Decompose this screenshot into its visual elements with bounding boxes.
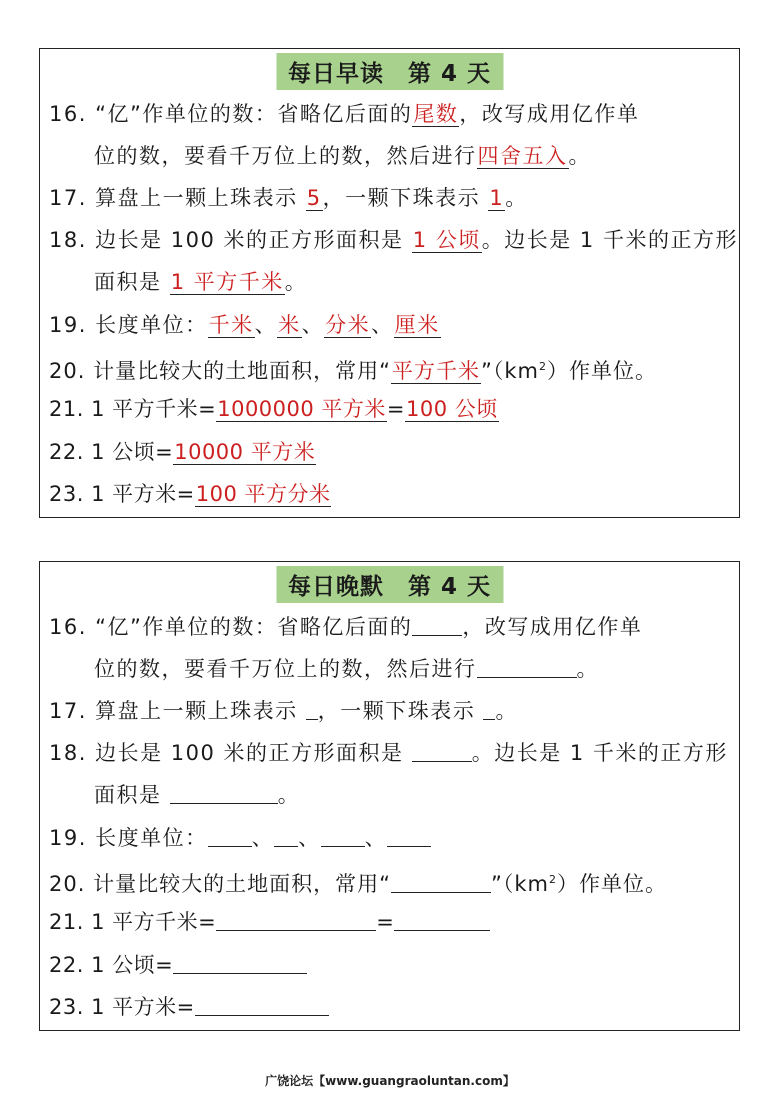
text: 16. “亿”作单位的数：省略亿后面的 [49,102,413,126]
answer-19a: 千米 [208,313,254,337]
answer-19b: 米 [278,313,301,337]
item-16-line-2 [94,141,591,171]
answer-18b: 1 平方千米 [170,270,284,294]
blank-17a[interactable] [306,697,318,720]
text: 19. 长度单位： [49,826,208,850]
answer-21a: 1000000 平方米 [217,397,386,421]
text: ”（km [480,359,539,383]
item-18-line-2 [94,267,307,297]
answer-19d: 厘米 [394,313,440,337]
answer-22: 10000 平方米 [174,440,316,464]
evening-dictation-box [39,561,740,1031]
text: 17. 算盘上一颗上珠表示 [49,186,298,210]
text: ）作单位。 [546,359,657,383]
text: 22. 1 公顷= [49,953,174,977]
blank-22[interactable] [173,951,307,974]
text: 17. 算盘上一颗上珠表示 [49,699,298,723]
blank-19d[interactable] [387,824,431,847]
blank-19c[interactable] [321,824,365,847]
item-21 [49,394,499,424]
text: 。 [576,657,599,681]
answer-17a: 5 [306,186,322,210]
blank-20[interactable] [391,870,491,893]
item-21 [49,907,490,937]
text: 。 [284,270,308,294]
item-22 [49,437,316,467]
text: 位的数，要看千万位上的数，然后进行 [94,144,477,168]
text: 。边长是 1 千米的正方形 [481,228,738,252]
item-20 [49,352,657,386]
item-18-line-1 [49,738,728,768]
answer-18a: 1 公顷 [412,228,481,252]
item-18-line-2 [94,780,300,810]
text: 。 [277,783,301,807]
text: 20. 计量比较大的土地面积，常用“ [49,359,391,383]
text: 23. 1 平方米= [49,482,195,506]
blank-18b[interactable] [170,781,278,804]
text: ，改写成用亿作单 [459,102,640,126]
blank-19b[interactable] [274,824,298,847]
blank-23[interactable] [195,993,329,1016]
text: = [376,910,395,934]
answer-19c: 分米 [325,313,371,337]
text: ，一颗下珠表示 [322,186,481,210]
text: 。边长是 1 千米的正方形 [471,741,728,765]
answer-16b: 四舍五入 [477,144,568,168]
footer-site-credit: 广饶论坛【www.guangraoluntan.com】 [265,1074,515,1088]
answer-21b: 100 公顷 [406,397,498,421]
text: = [386,397,406,421]
text: ”（km [490,872,549,896]
text: 位的数，要看千万位上的数，然后进行 [94,657,477,681]
item-19 [49,823,431,853]
answer-23: 100 平方分米 [195,482,331,506]
item-22 [49,950,307,980]
blank-19a[interactable] [208,824,252,847]
blank-16a[interactable] [412,613,462,636]
text: 23. 1 平方米= [49,995,195,1019]
text: 22. 1 公顷= [49,440,174,464]
text: 18. 边长是 100 米的正方形面积是 [49,228,404,252]
answer-16a: 尾数 [413,102,459,126]
evening-title: 每日晚默 第 4 天 [276,566,503,603]
text: 19. 长度单位： [49,313,208,337]
item-17 [49,183,528,213]
text: 21. 1 平方千米= [49,910,217,934]
text: 。 [495,699,518,723]
answer-17b: 1 [489,186,505,210]
superscript: 2 [538,360,547,373]
text: 21. 1 平方千米= [49,397,217,421]
item-16-line-1 [49,99,639,129]
item-20 [49,865,667,899]
item-23 [49,992,329,1022]
item-18-line-1 [49,225,738,255]
blank-21a[interactable] [216,908,376,931]
text: 面积是 [94,783,162,807]
text: 20. 计量比较大的土地面积，常用“ [49,872,391,896]
text: 18. 边长是 100 米的正方形面积是 [49,741,404,765]
item-23 [49,479,331,509]
text: 面积是 [94,270,162,294]
item-19 [49,310,441,340]
item-16-line-2 [94,654,599,684]
text: 。 [568,144,591,168]
item-16-line-1 [49,612,642,642]
text: ，改写成用亿作单 [462,615,643,639]
text: 、 [364,826,388,850]
text: ）作单位。 [556,872,667,896]
item-17 [49,696,518,726]
text: 。 [505,186,528,210]
superscript: 2 [548,873,557,886]
blank-17b[interactable] [483,697,495,720]
text: 、 [371,313,394,337]
text: 16. “亿”作单位的数：省略亿后面的 [49,615,413,639]
text: 、 [301,313,325,337]
text: 、 [251,826,275,850]
blank-21b[interactable] [394,908,490,931]
text: 、 [298,826,321,850]
morning-title: 每日早读 第 4 天 [276,53,503,90]
blank-16b[interactable] [477,655,577,678]
blank-18a[interactable] [412,739,472,762]
morning-reading-box [39,48,740,518]
answer-20: 平方千米 [391,359,480,383]
text: ，一颗下珠表示 [317,699,476,723]
text: 、 [254,313,278,337]
